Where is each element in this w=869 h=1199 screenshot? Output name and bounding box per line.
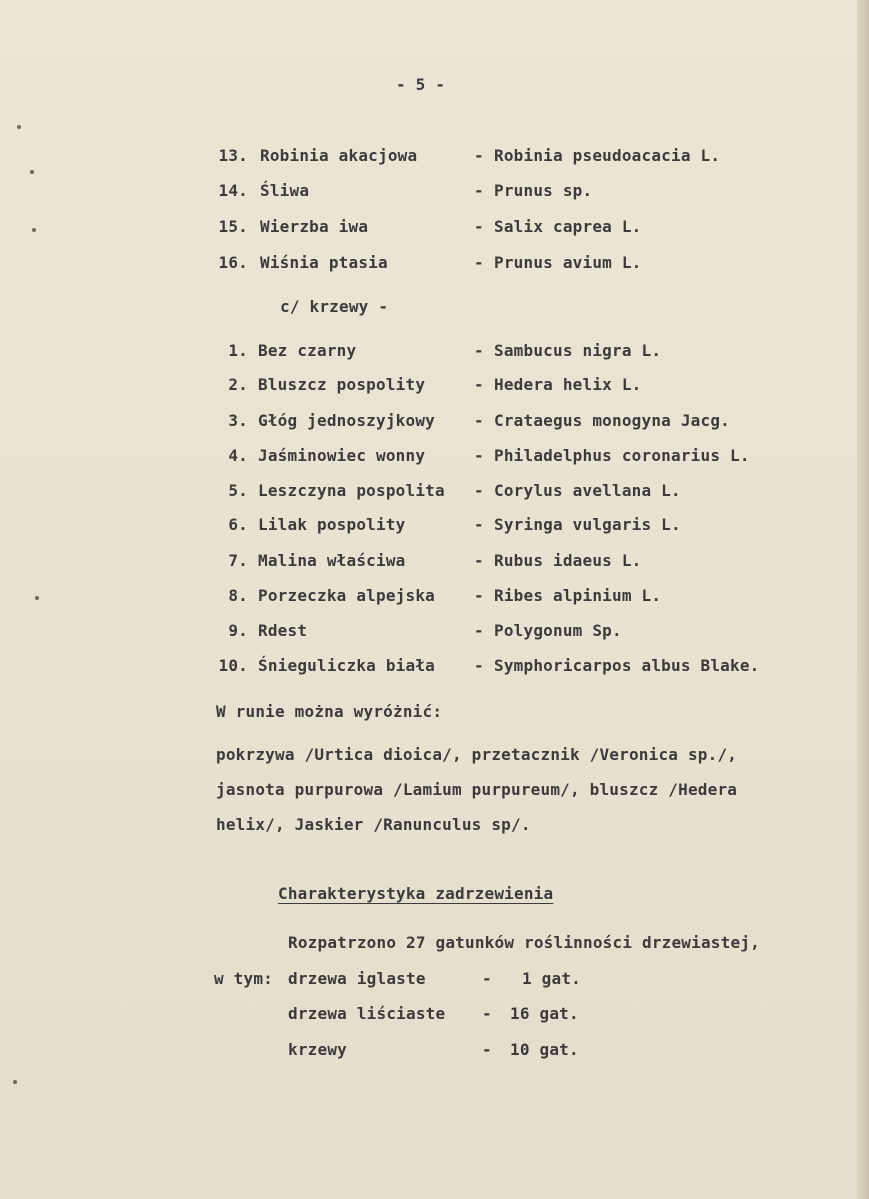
- page-edge: [857, 0, 869, 1199]
- common-name: Bez czarny: [258, 341, 357, 360]
- item-number: 14.: [218, 181, 248, 200]
- dash: -: [482, 1004, 492, 1023]
- common-name: Głóg jednoszyjkowy: [258, 411, 435, 430]
- common-name: Śliwa: [260, 181, 310, 200]
- summary-value: 16 gat.: [510, 1004, 579, 1023]
- dash: -: [474, 375, 484, 394]
- summary-label: drzewa liściaste: [288, 1004, 446, 1023]
- common-name: Bluszcz pospolity: [258, 375, 426, 394]
- latin-name: Polygonum Sp.: [494, 621, 622, 640]
- item-number: 8.: [228, 586, 248, 605]
- item-number: 2.: [228, 375, 248, 394]
- latin-name: Syringa vulgaris L.: [494, 515, 681, 534]
- item-number: 5.: [228, 481, 248, 500]
- item-number: 4.: [228, 446, 248, 465]
- margin-speck: [30, 170, 34, 174]
- dash: -: [474, 217, 484, 236]
- summary-value: 10 gat.: [510, 1040, 579, 1059]
- latin-name: Corylus avellana L.: [494, 481, 681, 500]
- common-name: Malina właściwa: [258, 551, 406, 570]
- latin-name: Prunus avium L.: [494, 253, 642, 272]
- item-number: 13.: [218, 146, 248, 165]
- common-name: Porzeczka alpejska: [258, 586, 435, 605]
- summary-lead: w tym:: [214, 969, 273, 988]
- dash: -: [474, 341, 484, 360]
- summary-label: krzewy: [288, 1040, 347, 1059]
- dash: -: [474, 181, 484, 200]
- paragraph-line: helix/, Jaskier /Ranunculus sp/.: [216, 815, 531, 834]
- latin-name: Crataegus monogyna Jacg.: [494, 411, 730, 430]
- latin-name: Rubus idaeus L.: [494, 551, 642, 570]
- paragraph-intro: W runie można wyróżnić:: [216, 702, 443, 721]
- item-number: 9.: [228, 621, 248, 640]
- item-number: 1.: [228, 341, 248, 360]
- latin-name: Symphoricarpos albus Blake.: [494, 656, 760, 675]
- latin-name: Salix caprea L.: [494, 217, 642, 236]
- common-name: Leszczyna pospolita: [258, 481, 445, 500]
- dash: -: [474, 551, 484, 570]
- dash: -: [474, 656, 484, 675]
- dash: -: [474, 146, 484, 165]
- dash: -: [474, 515, 484, 534]
- item-number: 15.: [218, 217, 248, 236]
- latin-name: Hedera helix L.: [494, 375, 642, 394]
- common-name: Śnieguliczka biała: [258, 656, 435, 675]
- margin-speck: [32, 228, 36, 232]
- common-name: Rdest: [258, 621, 308, 640]
- summary-label: drzewa iglaste: [288, 969, 426, 988]
- latin-name: Sambucus nigra L.: [494, 341, 662, 360]
- common-name: Robinia akacjowa: [260, 146, 418, 165]
- paragraph-line: jasnota purpurowa /Lamium purpureum/, bluszcz /Hedera: [216, 780, 738, 799]
- dash: -: [474, 621, 484, 640]
- latin-name: Philadelphus coronarius L.: [494, 446, 750, 465]
- paragraph-line: pokrzywa /Urtica dioica/, przetacznik /Veronica sp./,: [216, 745, 738, 764]
- dash: -: [474, 253, 484, 272]
- common-name: Lilak pospolity: [258, 515, 406, 534]
- dash: -: [474, 446, 484, 465]
- dash: -: [482, 1040, 492, 1059]
- summary-value: 1 gat.: [522, 969, 581, 988]
- margin-speck: [35, 596, 39, 600]
- section-title: Charakterystyka zadrzewienia: [278, 884, 554, 903]
- common-name: Wiśnia ptasia: [260, 253, 388, 272]
- latin-name: Robinia pseudoacacia L.: [494, 146, 721, 165]
- latin-name: Ribes alpinium L.: [494, 586, 662, 605]
- page-number: - 5 -: [396, 75, 446, 94]
- dash: -: [474, 481, 484, 500]
- margin-speck: [17, 125, 21, 129]
- shrubs-header: c/ krzewy -: [280, 297, 389, 316]
- latin-name: Prunus sp.: [494, 181, 593, 200]
- item-number: 6.: [228, 515, 248, 534]
- item-number: 16.: [218, 253, 248, 272]
- common-name: Jaśminowiec wonny: [258, 446, 426, 465]
- summary-intro: Rozpatrzono 27 gatunków roślinności drzewiastej,: [288, 933, 760, 952]
- dash: -: [474, 411, 484, 430]
- common-name: Wierzba iwa: [260, 217, 369, 236]
- item-number: 10.: [218, 656, 248, 675]
- item-number: 7.: [228, 551, 248, 570]
- dash: -: [474, 586, 484, 605]
- dash: -: [482, 969, 492, 988]
- item-number: 3.: [228, 411, 248, 430]
- margin-speck: [13, 1080, 17, 1084]
